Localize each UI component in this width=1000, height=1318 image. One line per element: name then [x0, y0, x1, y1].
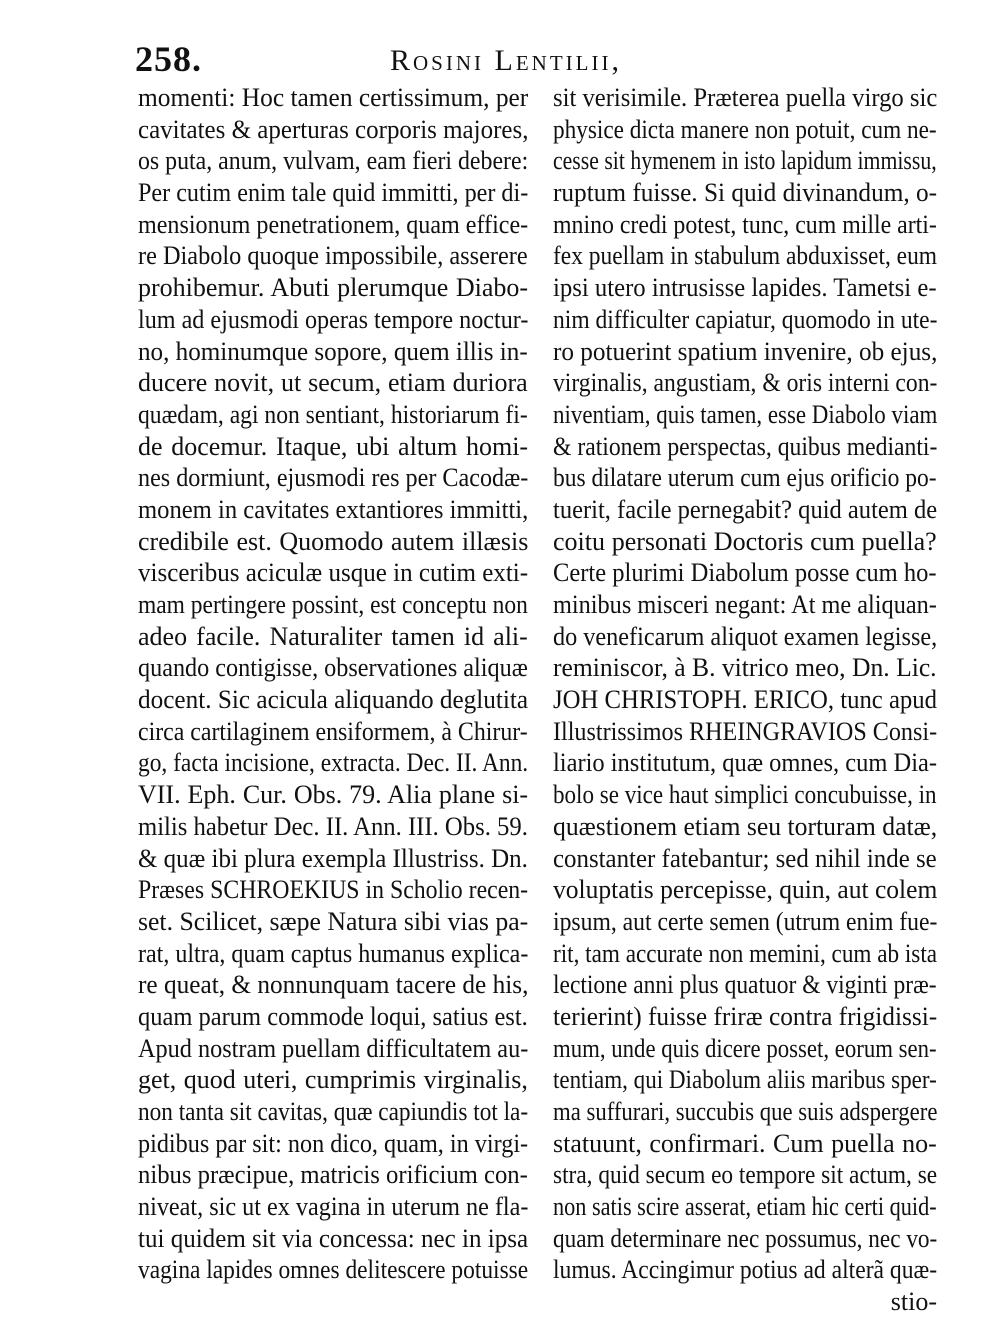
text-line: go, facta incisione, extracta. Dec. II. Ann.: [138, 748, 529, 778]
text-line: minibus misceri negant: At me aliquan-: [553, 590, 937, 619]
text-line: ro potuerint spatium invenire, ob ejus,: [553, 336, 938, 366]
text-line: Per cutim enim tale quid immitti, per di-: [138, 178, 529, 208]
text-line: stra, quid secum eo tempore sit actum, se: [553, 1160, 938, 1190]
text-line: nibus præcipue, matricis orificium con-: [138, 1160, 528, 1190]
text-line: quam determinare nec possumus, nec vo-: [553, 1223, 938, 1253]
text-line: Illustrissimos RHEINGRAVIOS Consi-: [553, 716, 938, 746]
page-number: 258.: [135, 39, 202, 79]
text-line: non satis scire asserat, etiam hic certi quid-: [553, 1192, 937, 1222]
text-line: VII. Eph. Cur. Obs. 79. Alia plane si-: [138, 780, 529, 810]
text-line: quædam, agi non sentiant, historiarum fi-: [138, 399, 528, 429]
text-line: monem in cavitates extantiores immitti,: [138, 494, 529, 524]
text-line: sit verisimile. Præterea puella virgo sic: [553, 83, 938, 112]
text-line: bolo se vice haut simplici concubuisse, in: [553, 780, 937, 810]
text-line: ipsum, aut certe semen (utrum enim fue-: [553, 906, 938, 936]
text-line: get, quod uteri, cumprimis virginalis,: [138, 1065, 528, 1095]
text-line: prohibemur. Abuti plerumque Diabo-: [138, 273, 529, 303]
text-line: voluptatis percepisse, quin, aut colem: [553, 875, 938, 905]
text-line: physice dicta manere non potuit, cum ne-: [553, 114, 937, 144]
text-line: docent. Sic acicula aliquando deglutita: [138, 685, 529, 715]
text-line: Præses SCHROEKIUS in Scholio recen-: [138, 875, 529, 905]
page-header: [135, 38, 935, 82]
text-line: quando contigisse, observationes aliquæ: [138, 653, 528, 683]
text-line: milis habetur Dec. II. Ann. III. Obs. 59.: [138, 811, 528, 841]
text-line: mum, unde quis dicere posset, eorum sen-: [553, 1033, 937, 1063]
text-line: circa cartilaginem ensiformem, à Chirur-: [138, 716, 528, 746]
text-line: terierint) fuisse friræ contra frigidissi-: [553, 1001, 938, 1031]
text-line: set. Scilicet, sæpe Natura sibi vias pa-: [138, 906, 529, 936]
text-line: lumus. Accingimur potius ad alterã quæ-: [553, 1255, 938, 1285]
text-line: tentiam, qui Diabolum aliis maribus sper-: [553, 1065, 937, 1095]
text-line: niveat, sic ut ex vagina in uterum ne fla-: [138, 1192, 529, 1222]
text-line: JOH CHRISTOPH. ERICO, tunc apud: [553, 685, 937, 715]
text-line: mensionum penetrationem, quam effice-: [138, 209, 529, 239]
right-column: [553, 82, 937, 1318]
left-column: [138, 82, 528, 1286]
text-line: & quæ ibi plura exempla Illustriss. Dn.: [138, 843, 528, 873]
text-line: coitu personati Doctoris cum puella?: [553, 526, 937, 556]
text-line: & rationem perspectas, quibus medianti-: [553, 431, 938, 461]
text-line: constanter fatebantur; sed nihil inde se: [553, 843, 937, 873]
text-line: lum ad ejusmodi operas tempore noctur-: [138, 304, 529, 334]
text-line: tui quidem sit via concessa: nec in ipsa: [138, 1223, 529, 1253]
text-line: mnino credi potest, tunc, cum mille arti-: [553, 209, 937, 239]
text-line: re queat, & nonnunquam tacere de his,: [138, 970, 529, 1000]
text-line: reminiscor, à B. vitrico meo, Dn. Lic.: [553, 653, 937, 683]
text-line: de docemur. Itaque, ubi altum homi-: [138, 431, 529, 461]
text-line: adeo facile. Naturaliter tamen id ali-: [138, 621, 528, 651]
text-line: momenti: Hoc tamen certissimum, per: [138, 83, 529, 112]
text-line: Apud nostram puellam difficultatem au-: [138, 1033, 529, 1063]
catchword: stio-: [890, 1287, 937, 1317]
text-line: do veneficarum aliquot examen legisse,: [553, 621, 938, 651]
text-line: vagina lapides omnes delitescere potuisse: [138, 1255, 529, 1285]
text-line: quæstionem etiam seu torturam datæ,: [553, 811, 938, 841]
text-line: ma suffurari, succubis que suis adspergere: [553, 1097, 938, 1126]
text-line: cesse sit hymenem in isto lapidum immissu,: [553, 146, 937, 176]
text-line: bus dilatare uterum cum ejus orificio po-: [553, 463, 937, 493]
text-line: re Diabolo quoque impossibile, asserere: [138, 241, 528, 271]
text-line: os puta, anum, vulvam, eam fieri debere:: [138, 146, 529, 176]
text-line: pidibus par sit: non dico, quam, in virgi-: [138, 1128, 529, 1158]
text-line: cavitates & aperturas corporis majores,: [138, 114, 529, 144]
text-line: ruptum fuisse. Si quid divinandum, o-: [553, 178, 938, 208]
text-line: quam parum commode loqui, satius est.: [138, 1001, 528, 1031]
text-line: credibile est. Quomodo autem illæsis: [138, 526, 529, 556]
text-line: nes dormiunt, ejusmodi res per Cacodæ-: [138, 463, 529, 493]
text-line: statuunt, confirmari. Cum puella no-: [553, 1128, 937, 1158]
text-line: visceribus aciculæ usque in cutim exti-: [138, 558, 529, 588]
text-line: ducere novit, ut secum, etiam duriora: [138, 368, 528, 398]
text-line: ipsi utero intrusisse lapides. Tametsi e-: [553, 273, 937, 303]
text-line: fex puellam in stabulum abduxisset, eum: [553, 241, 938, 271]
text-line: nim difficulter capiatur, quomodo in ute-: [553, 304, 938, 334]
text-line: rat, ultra, quam captus humanus explica-: [138, 938, 529, 968]
text-line: non tanta sit cavitas, quæ capiundis tot la-: [138, 1097, 529, 1126]
text-line: tuerit, facile pernegabit? quid autem de: [553, 494, 938, 524]
text-line: virginalis, angustiam, & oris interni con-: [553, 368, 938, 398]
text-line: Certe plurimi Diabolum posse cum ho-: [553, 558, 937, 588]
text-line: no, hominumque sopore, quem illis in-: [138, 336, 528, 366]
text-line: liario institutum, quæ omnes, cum Dia-: [553, 748, 938, 778]
running-head: Rosini Lentilii,: [390, 44, 622, 77]
text-line: rit, tam accurate non memini, cum ab ista: [553, 938, 938, 968]
text-line: lectione anni plus quatuor & viginti præ-: [553, 970, 937, 1000]
text-line: niventiam, quis tamen, esse Diabolo viam: [553, 399, 938, 429]
text-line: mam pertingere possint, est conceptu non: [138, 590, 528, 619]
